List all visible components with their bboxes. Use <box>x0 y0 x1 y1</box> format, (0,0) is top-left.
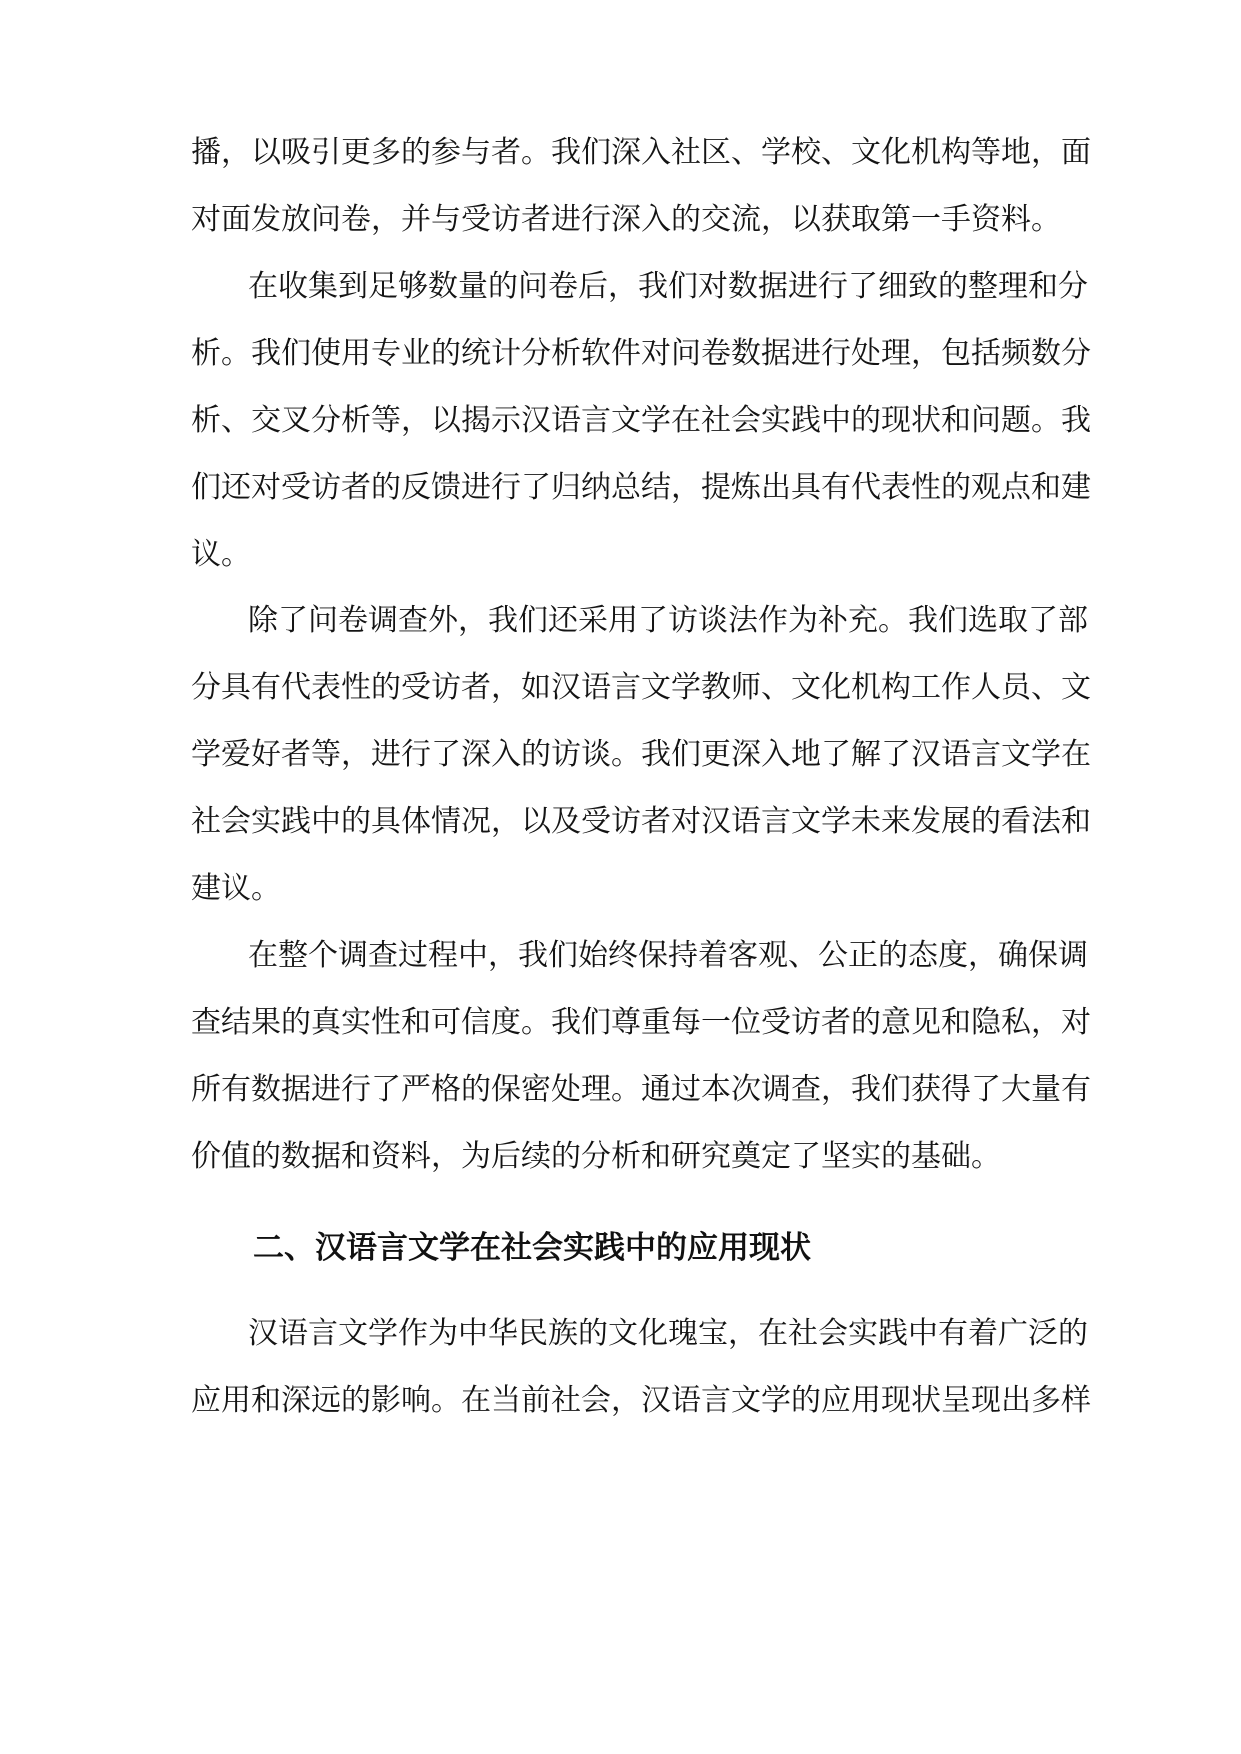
paragraph-line: 析。我们使用专业的统计分析软件对问卷数据进行处理，包括频数分 <box>191 336 1091 371</box>
paragraph-line: 对面发放问卷，并与受访者进行深入的交流，以获取第一手资料。 <box>191 202 1061 237</box>
paragraph-line: 分具有代表性的受访者，如汉语言文学教师、文化机构工作人员、文 <box>191 670 1091 705</box>
paragraph-line: 社会实践中的具体情况，以及受访者对汉语言文学未来发展的看法和 <box>191 804 1091 839</box>
paragraph-line: 应用和深远的影响。在当前社会，汉语言文学的应用现状呈现出多样 <box>191 1383 1091 1418</box>
paragraph-line: 析、交叉分析等，以揭示汉语言文学在社会实践中的现状和问题。我 <box>191 403 1091 438</box>
paragraph-line: 所有数据进行了严格的保密处理。通过本次调查，我们获得了大量有 <box>191 1072 1091 1107</box>
paragraph-line: 建议。 <box>191 871 281 906</box>
paragraph-line: 价值的数据和资料，为后续的分析和研究奠定了坚实的基础。 <box>191 1139 1001 1174</box>
paragraph-line: 在收集到足够数量的问卷后，我们对数据进行了细致的整理和分 <box>248 269 1088 304</box>
paragraph-line: 们还对受访者的反馈进行了归纳总结，提炼出具有代表性的观点和建 <box>191 470 1091 505</box>
paragraph-line: 汉语言文学作为中华民族的文化瑰宝，在社会实践中有着广泛的 <box>248 1316 1088 1351</box>
paragraph-line: 播，以吸引更多的参与者。我们深入社区、学校、文化机构等地，面 <box>191 135 1091 170</box>
section-heading: 二、汉语言文学在社会实践中的应用现状 <box>253 1230 811 1266</box>
paragraph-line: 在整个调查过程中，我们始终保持着客观、公正的态度，确保调 <box>248 938 1088 973</box>
paragraph-line: 学爱好者等，进行了深入的访谈。我们更深入地了解了汉语言文学在 <box>191 737 1091 772</box>
paragraph-line: 除了问卷调查外，我们还采用了访谈法作为补充。我们选取了部 <box>248 603 1088 638</box>
paragraph-line: 议。 <box>191 537 251 572</box>
paragraph-line: 查结果的真实性和可信度。我们尊重每一位受访者的意见和隐私，对 <box>191 1005 1091 1040</box>
